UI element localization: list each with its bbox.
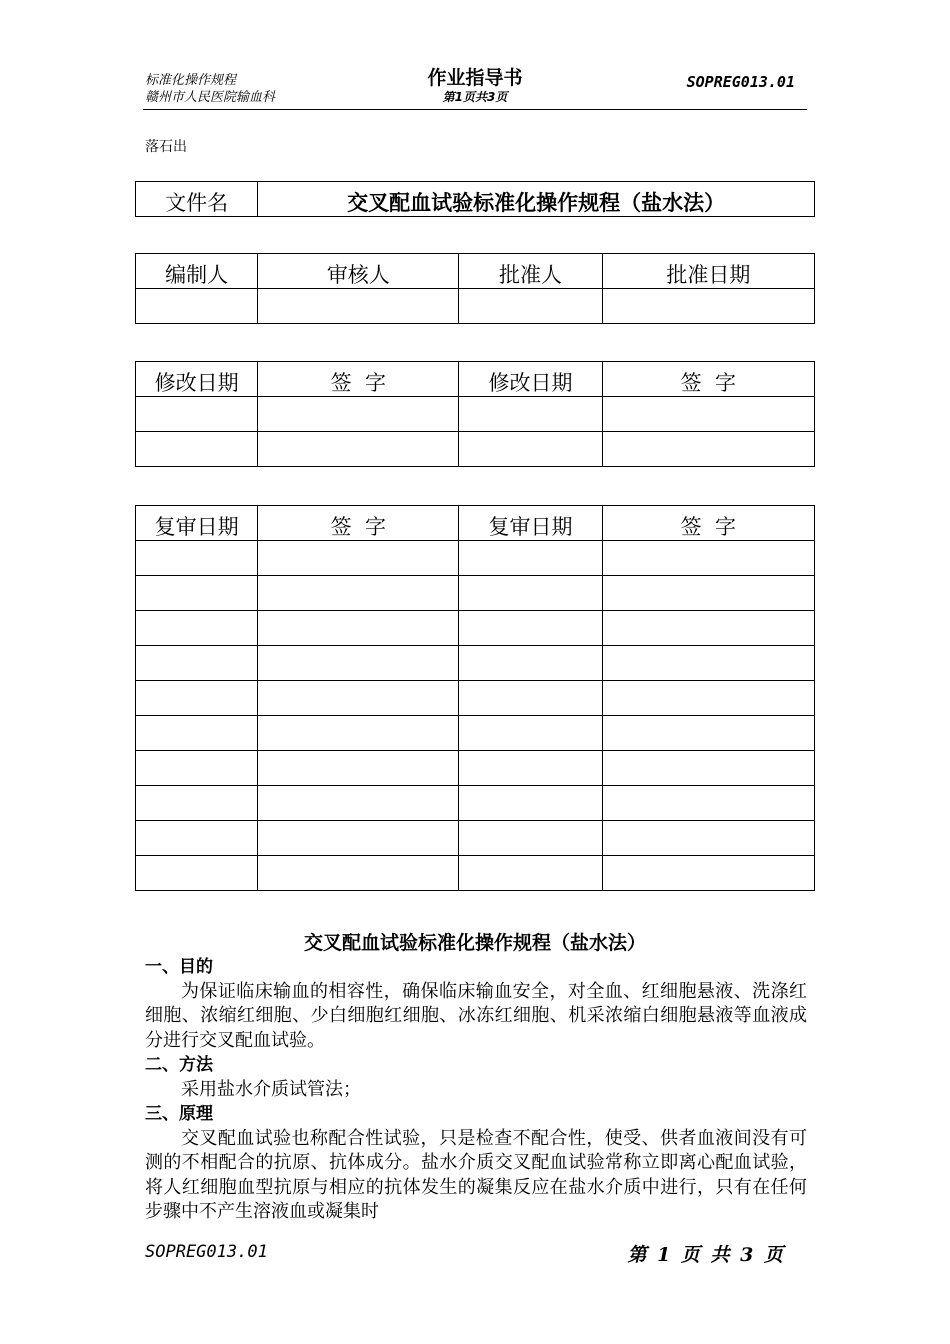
revision-table: [135, 361, 815, 467]
header-cell-revision-date-2: 修改日期: [459, 362, 602, 397]
header-rule: [143, 109, 807, 110]
approval-row: [136, 289, 815, 324]
review-row: [136, 611, 815, 646]
review-row: [136, 856, 815, 891]
section-heading-purpose: 一、目的: [145, 957, 213, 977]
header-cell-review-signature-2: 签 字: [602, 506, 814, 541]
review-row: [136, 576, 815, 611]
header-cell-signature: 签 字: [258, 362, 459, 397]
header-left: [145, 72, 275, 106]
section-heading-method: 二、方法: [145, 1055, 213, 1075]
approval-header-row: [136, 254, 815, 289]
header-cell-review-date: 复审日期: [136, 506, 258, 541]
header-program-label: 标准化操作规程: [145, 73, 237, 88]
header-cell-preparer: 编制人: [136, 254, 258, 289]
header-doc-code: SOPREG013.01: [686, 73, 795, 91]
review-row: [136, 681, 815, 716]
issuer-text: 落石出: [145, 139, 187, 155]
review-row: [136, 786, 815, 821]
document-body: [145, 955, 807, 1225]
section-text-method: 采用盐水介质试管法；: [181, 1078, 361, 1100]
review-row: [136, 821, 815, 856]
header-cell-signature-2: 签 字: [602, 362, 814, 397]
header-cell-reviewer: 审核人: [258, 254, 459, 289]
revision-row: [136, 432, 815, 467]
header-cell-revision-date: 修改日期: [136, 362, 258, 397]
header-cell-review-date-2: 复审日期: [459, 506, 602, 541]
revision-row: [136, 397, 815, 432]
review-row: [136, 646, 815, 681]
revision-header-row: [136, 362, 815, 397]
file-name-table: [135, 181, 815, 217]
header-page-info: 第1页共3页: [442, 90, 508, 104]
header-cell-approver: 批准人: [459, 254, 602, 289]
review-header-row: [136, 506, 815, 541]
header-cell-approval-date: 批准日期: [602, 254, 814, 289]
section-text-principle: 交叉配血试验也称配合性试验，只是检查不配合性，使受、供者血液间没有可测的不相配合的抗原、抗体成分。盐水介质交叉配血试验常称立即离心配血试验，将人红细胞血型抗原与相应的抗体发生的凝集反应在盐水介质中进行，只有在任何步骤中不产生溶液血或凝集时: [145, 1127, 807, 1222]
review-table: [135, 505, 815, 891]
header-cell-review-signature: 签 字: [258, 506, 459, 541]
review-row: [136, 751, 815, 786]
file-name-value: 交叉配血试验标准化操作规程（盐水法）: [258, 182, 815, 217]
document-title: 交叉配血试验标准化操作规程（盐水法）: [303, 932, 646, 954]
section-text-purpose: 为保证临床输血的相容性，确保临床输血安全，对全血、红细胞悬液、洗涤红细胞、浓缩红细胞、少白细胞红细胞、冰冻红细胞、机采浓缩白细胞悬液等血液成分进行交叉配血试验。: [145, 980, 807, 1051]
header-center: [380, 66, 570, 105]
review-row: [136, 716, 815, 751]
review-row: [136, 541, 815, 576]
footer-doc-code: SOPREG013.01: [145, 1242, 268, 1262]
footer-page-number: 第 1 页 共 3 页: [627, 1244, 783, 1266]
header-title: 作业指导书: [427, 67, 523, 89]
file-name-label: 文件名: [136, 182, 258, 217]
header-department: 赣州市人民医院输血科: [145, 90, 276, 105]
approval-table: [135, 253, 815, 324]
section-heading-principle: 三、原理: [145, 1104, 213, 1124]
